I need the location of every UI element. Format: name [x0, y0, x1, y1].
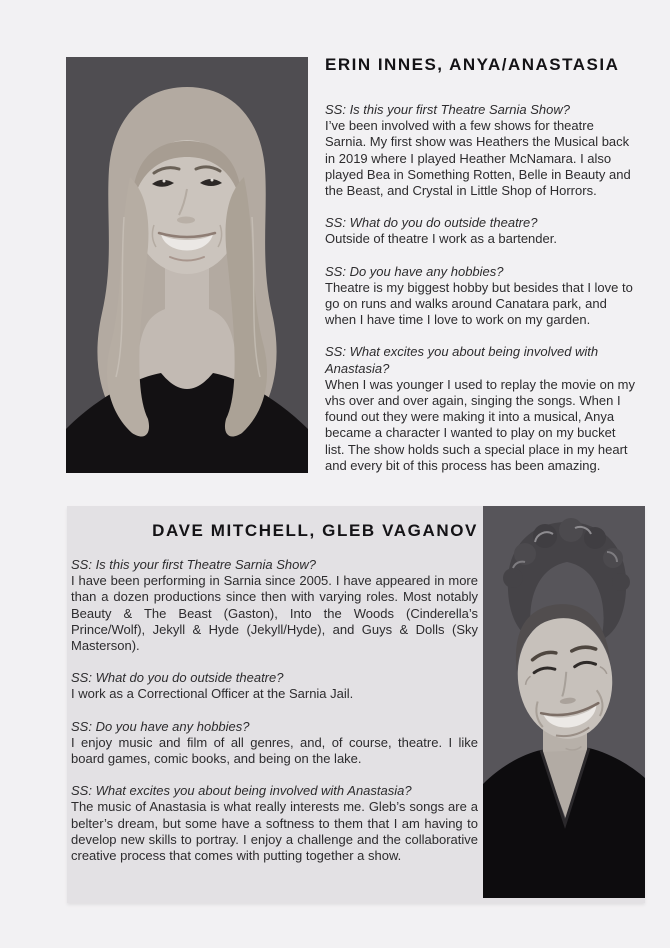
erin-qa-2	[325, 215, 635, 247]
profile-section-dave	[67, 506, 645, 903]
answer: I work as a Correctional Officer at the Sarnia Jail.	[71, 686, 354, 702]
answer: I have been performing in Sarnia since 2005. I have appeared in more than a dozen productions since then with varying roles. Most notably Beauty & The Beast (Gaston), Into the Woods (Cinderella’s Prince/Wolf), Jekyll & Hyde (Jekyll/Hyde), and Guys & Dolls (Sky Masterson).	[71, 573, 478, 654]
answer: Theatre is my biggest hobby but besides that I love to go on runs and walks around Canatara park, and when I have time I love to work on my garden.	[325, 279, 633, 328]
question: SS: Is this your first Theatre Sarnia Show?	[325, 102, 570, 117]
man-portrait-illustration	[483, 506, 645, 898]
question: SS: What do you do outside theatre?	[325, 215, 538, 231]
erin-bio-block	[325, 55, 635, 474]
dave-qa-3	[71, 719, 478, 768]
answer: I’ve been involved with a few shows for theatre Sarnia. My first show was Heathers the Musical back in 2019 where I played Heather McNamara. I also played Bea in Something Rotten, Belle in Beauty and the Beast, and Crystal in Little Shop of Horrors.	[325, 118, 631, 199]
answer: The music of Anastasia is what really interests me. Gleb’s songs are a belter’s dream, but some have a softness to them that I am having to develop new skills to portray. I enjoy a challenge and the collaborative creative process that comes with putting together a show.	[71, 799, 478, 864]
erin-headshot-photo	[66, 57, 308, 473]
dave-qa-1	[71, 557, 478, 654]
erin-qa-4	[325, 344, 635, 474]
dave-bio-block	[71, 521, 478, 864]
woman-portrait-illustration	[66, 57, 308, 473]
answer: I enjoy music and film of all genres, and, of course, theatre. I like board games, comic books, and being on the lake.	[71, 734, 478, 767]
dave-qa-4	[71, 783, 478, 864]
dave-headshot-photo	[483, 506, 645, 898]
question: SS: Do you have any hobbies?	[71, 718, 250, 734]
question: SS: Is this your first Theatre Sarnia Show?	[71, 557, 316, 572]
question: SS: Do you have any hobbies?	[325, 263, 504, 279]
question: SS: What do you do outside theatre?	[71, 670, 284, 686]
erin-qa-3	[325, 264, 635, 329]
question: SS: What excites you about being involved with Anastasia?	[71, 783, 412, 799]
question: SS: What excites you about being involved with Anastasia?	[325, 344, 599, 376]
answer: Outside of theatre I work as a bartender.	[325, 231, 557, 247]
erin-profile-title: ERIN INNES, ANYA/ANASTASIA	[325, 55, 620, 74]
dave-qa-2	[71, 670, 478, 702]
answer: When I was younger I used to replay the movie on my vhs over and over again, singing the songs. When I found out they were making it into a musical, Anya became a character I wanted to play on my bucket list. The show holds such a special place in my heart and every bit of this process has been amazing.	[325, 376, 635, 473]
dave-profile-title: DAVE MITCHELL, GLEB VAGANOV	[152, 521, 478, 540]
erin-qa-1	[325, 102, 635, 199]
